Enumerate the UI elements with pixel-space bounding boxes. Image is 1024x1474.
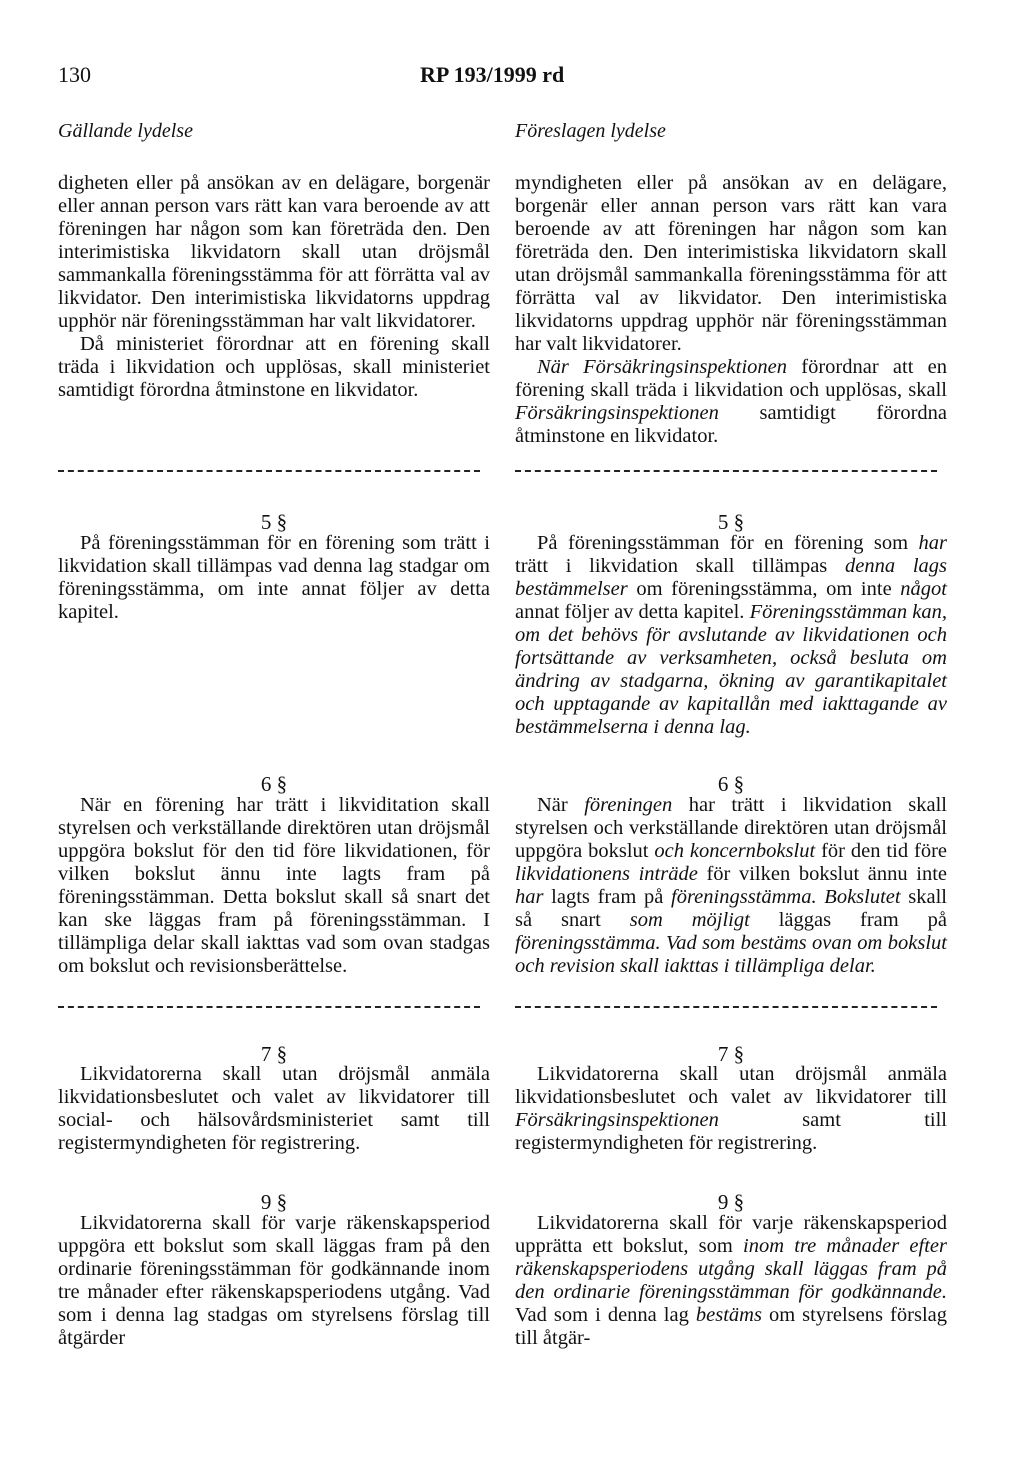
right-column-title: Föreslagen lydelse: [515, 120, 666, 142]
amendment-italic: När Försäkringsinspektionen: [537, 356, 787, 378]
right-section-9-number: 9 §: [717, 1190, 745, 1214]
amendment-italic: föreningen: [584, 794, 673, 816]
text-span: När: [537, 794, 585, 816]
text-span: Vad som i denna lag: [515, 1304, 696, 1326]
left-section-9-number: 9 §: [260, 1190, 288, 1214]
text-span: om föreningsstämma, om inte: [627, 578, 901, 600]
section-divider: [515, 1006, 937, 1008]
amendment-italic: har: [918, 532, 947, 554]
text-span: för vilken bokslut ännu inte: [697, 863, 947, 885]
text-span: skall så snart: [515, 886, 948, 931]
document-reference: RP 193/1999 rd: [420, 62, 565, 87]
right-section-7-text: [515, 1063, 947, 1155]
text-span: om styrelsens förslag till åtgär-: [515, 1304, 947, 1349]
amendment-italic: Försäkringsinspektionen: [515, 1109, 719, 1131]
text-span: samtidigt förordna åtminstone en likvidator.: [515, 402, 947, 447]
text-span: har trätt i likvidation skall styrelsen och verkställande direktören utan dröjsmål uppgöra bokslut: [515, 794, 947, 862]
section-divider: [515, 470, 937, 472]
left-column-title: Gällande lydelse: [58, 120, 193, 142]
text-span: På föreningsstämman för en förening som: [537, 532, 919, 554]
amendment-italic: föreningsstämma. Vad som bestäms ovan om bokslut och revision skall iakttas i tillämpliga delar.: [515, 932, 947, 977]
left-intro-text: digheten eller på ansökan av en delägare, borgenär eller annan person vars rätt kan vara beroende av att föreningen har någon som kan företräda den. Den interimistiska likvidatorn skall utan dröjsmål sammankalla föreningsstämma för att förrätta val av likvidator. Den interimistiska likvidatorns uppdrag upphör när föreningsstämman har valt likvidatorer.: [58, 172, 490, 332]
left-section-5-number: 5 §: [260, 510, 288, 534]
page-number: 130: [58, 62, 91, 87]
right-section-6-number: 6 §: [717, 772, 745, 796]
amendment-italic: föreningsstämma. Bokslutet: [671, 886, 901, 908]
text-span: för den tid före: [815, 840, 947, 862]
section-divider: [58, 470, 480, 472]
right-section-9-text: [515, 1212, 947, 1350]
text-span: förordnar att en förening skall träda i likvidation och upplösas, skall: [515, 356, 947, 401]
text-span: lagts fram på: [543, 886, 672, 908]
text-span: annat följer av detta kapitel.: [515, 601, 750, 623]
right-intro-text-2: [515, 356, 947, 448]
text-span: trätt i likvidation skall tillämpas: [515, 555, 845, 577]
left-intro-paragraph: [58, 172, 490, 402]
right-intro-paragraph: [515, 172, 947, 448]
right-section-5-number: 5 §: [717, 510, 745, 534]
left-section-7-number: 7 §: [260, 1042, 288, 1066]
amendment-italic: bestäms: [695, 1304, 762, 1326]
section-divider: [58, 1006, 480, 1008]
text-span: samt till registermyndigheten för registrering.: [515, 1109, 947, 1154]
text-span: Likvidatorerna skall för varje räkenskapsperiod upprätta ett bokslut, som: [515, 1212, 947, 1257]
left-intro-text-2: Då ministeriet förordnar att en förening skall träda i likvidation och upplösas, skall ministeriet samtidigt förordna åtminstone en likvidator.: [58, 333, 490, 401]
amendment-italic: inom tre månader efter räkenskapsperiodens utgång skall läggas fram på den ordinarie föreningsstämman för godkännande.: [515, 1235, 947, 1303]
left-section-6-text: När en förening har trätt i likviditation skall styrelsen och verkställande direktören utan dröjsmål uppgöra bokslut för den tid före likvidationen, för vilken bokslut ännu inte lagts fram på föreningsstämman. Detta bokslut skall så snart det kan ske läggas fram på föreningsstämman. I tillämpliga delar skall iakttas vad som ovan stadgas om bokslut och revisionsberättelse.: [58, 794, 490, 977]
amendment-italic: något: [900, 578, 947, 600]
amendment-italic: likvidationens inträde: [515, 863, 698, 885]
left-section-9-text: Likvidatorerna skall för varje räkenskapsperiod uppgöra ett bokslut som skall läggas fram på den ordinarie föreningsstämman för godkännande inom tre månader efter räkenskapsperiodens utgång. Vad som i denna lag stadgas om styrelsens förslag till åtgärder: [58, 1212, 490, 1349]
left-section-6-number: 6 §: [260, 772, 288, 796]
amendment-italic: har: [515, 886, 544, 908]
left-section-7-text: Likvidatorerna skall utan dröjsmål anmäla likvidationsbeslutet och valet av likvidatorer till social- och hälsovårdsministeriet samt till registermyndigheten för registrering.: [58, 1063, 490, 1154]
amendment-italic: Försäkringsinspektionen: [515, 402, 719, 424]
text-span: läggas fram på: [749, 909, 947, 931]
amendment-italic: och koncernbokslut: [654, 840, 816, 862]
left-section-5-text: På föreningsstämman för en förening som trätt i likvidation skall tillämpas vad denna lag stadgar om föreningsstämma, om inte annat följer av detta kapitel.: [58, 532, 490, 623]
amendment-italic: denna lags bestämmelser: [515, 555, 947, 600]
right-section-5-text: [515, 532, 947, 739]
text-span: Likvidatorerna skall utan dröjsmål anmäla likvidationsbeslutet och valet av likvidatorer till: [515, 1063, 947, 1108]
right-section-7-number: 7 §: [717, 1042, 745, 1066]
right-section-6-text: [515, 794, 947, 978]
right-intro-text: myndigheten eller på ansökan av en delägare, borgenär eller annan person vars rätt kan vara beroende av att föreningen har någon som kan företräda den. Den interimistiska likvidatorn skall utan dröjsmål sammankalla föreningsstämma för att förrätta val av likvidator. Den interimistiska likvidatorns uppdrag upphör när föreningsstämman har valt likvidatorer.: [515, 172, 947, 355]
amendment-italic: som möjligt: [629, 909, 750, 931]
amendment-italic: Föreningsstämman kan, om det behövs för avslutande av likvidationen och fortsättande av verksamheten, också besluta om ändring av stadgarna, ökning av garantikapitalet och upptagande av kapitallån med iakttagande av bestämmelserna i denna lag.: [515, 601, 947, 738]
